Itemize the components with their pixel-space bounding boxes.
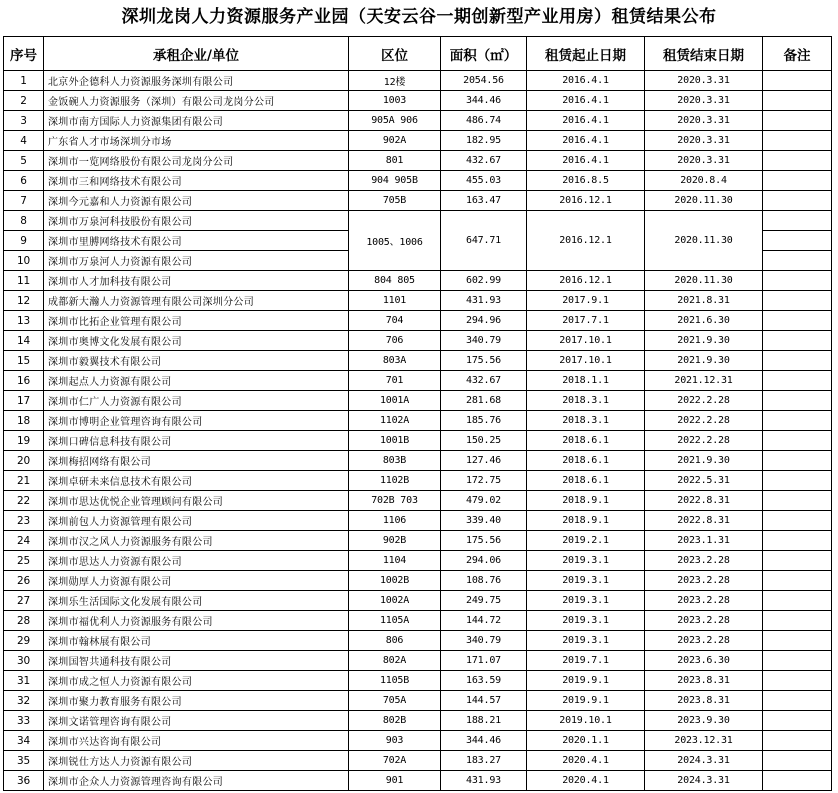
- cell-location: 903: [349, 731, 441, 751]
- cell-start-date: 2016.4.1: [527, 71, 645, 91]
- cell-remark: [763, 271, 832, 291]
- cell-tenant: 深圳市聚力教育服务有限公司: [44, 691, 349, 711]
- cell-seq: 19: [4, 431, 44, 451]
- cell-area: 188.21: [441, 711, 527, 731]
- cell-area: 108.76: [441, 571, 527, 591]
- cell-seq: 36: [4, 771, 44, 791]
- cell-tenant: 深圳市南方国际人力资源集团有限公司: [44, 111, 349, 131]
- cell-location: 804 805: [349, 271, 441, 291]
- cell-tenant: 深圳市思达优悦企业管理顾问有限公司: [44, 491, 349, 511]
- table-row: [4, 491, 832, 511]
- cell-tenant: 深圳市一览网络股份有限公司龙岗分公司: [44, 151, 349, 171]
- cell-start-date: 2017.7.1: [527, 311, 645, 331]
- cell-end-date: 2023.2.28: [645, 551, 763, 571]
- cell-seq: 4: [4, 131, 44, 151]
- cell-seq: 9: [4, 231, 44, 251]
- cell-remark: [763, 71, 832, 91]
- cell-area: 340.79: [441, 631, 527, 651]
- cell-location: 802B: [349, 711, 441, 731]
- cell-remark: [763, 571, 832, 591]
- cell-seq: 3: [4, 111, 44, 131]
- cell-start-date: 2016.4.1: [527, 91, 645, 111]
- cell-area: 185.76: [441, 411, 527, 431]
- cell-start-date: 2018.9.1: [527, 491, 645, 511]
- cell-location: 702B 703: [349, 491, 441, 511]
- cell-location: 1104: [349, 551, 441, 571]
- cell-location: 12楼: [349, 71, 441, 91]
- cell-tenant: 深圳市奥博文化发展有限公司: [44, 331, 349, 351]
- cell-remark: [763, 311, 832, 331]
- cell-start-date: 2018.6.1: [527, 471, 645, 491]
- cell-remark: [763, 491, 832, 511]
- cell-location: 701: [349, 371, 441, 391]
- cell-seq: 12: [4, 291, 44, 311]
- table-row: [4, 531, 832, 551]
- cell-end-date: 2020.3.31: [645, 131, 763, 151]
- cell-start-date: 2016.4.1: [527, 151, 645, 171]
- cell-start-date: 2020.4.1: [527, 751, 645, 771]
- cell-area: 431.93: [441, 771, 527, 791]
- cell-start-date: 2016.8.5: [527, 171, 645, 191]
- cell-end-date: 2022.2.28: [645, 411, 763, 431]
- cell-tenant: 深圳市仁广人力资源有限公司: [44, 391, 349, 411]
- cell-end-date: 2022.8.31: [645, 491, 763, 511]
- table-row: [4, 691, 832, 711]
- cell-seq: 35: [4, 751, 44, 771]
- cell-location: 902B: [349, 531, 441, 551]
- cell-start-date: 2019.3.1: [527, 631, 645, 651]
- cell-end-date: 2020.11.30: [645, 271, 763, 291]
- cell-remark: [763, 211, 832, 231]
- cell-location: 1105B: [349, 671, 441, 691]
- cell-location: 904 905B: [349, 171, 441, 191]
- cell-seq: 26: [4, 571, 44, 591]
- cell-start-date: 2019.9.1: [527, 671, 645, 691]
- cell-location: 1001B: [349, 431, 441, 451]
- cell-end-date: 2020.3.31: [645, 111, 763, 131]
- cell-area: 249.75: [441, 591, 527, 611]
- cell-start-date: 2020.4.1: [527, 771, 645, 791]
- header-end-date: 租赁结束日期: [645, 37, 763, 71]
- header-location: 区位: [349, 37, 441, 71]
- table-row: [4, 171, 832, 191]
- cell-seq: 1: [4, 71, 44, 91]
- cell-location: 1002B: [349, 571, 441, 591]
- cell-start-date: 2019.3.1: [527, 551, 645, 571]
- cell-remark: [763, 251, 832, 271]
- cell-seq: 24: [4, 531, 44, 551]
- cell-remark: [763, 331, 832, 351]
- cell-area: 455.03: [441, 171, 527, 191]
- header-remark: 备注: [763, 37, 832, 71]
- cell-seq: 17: [4, 391, 44, 411]
- cell-remark: [763, 231, 832, 251]
- cell-area: 281.68: [441, 391, 527, 411]
- cell-remark: [763, 711, 832, 731]
- table-row: [4, 551, 832, 571]
- cell-end-date: 2021.9.30: [645, 351, 763, 371]
- cell-remark: [763, 171, 832, 191]
- table-row: [4, 331, 832, 351]
- cell-start-date: 2017.10.1: [527, 331, 645, 351]
- cell-location: 1102B: [349, 471, 441, 491]
- cell-tenant: 深圳起点人力资源有限公司: [44, 371, 349, 391]
- cell-tenant: 深圳市福优利人力资源服务有限公司: [44, 611, 349, 631]
- cell-tenant: 深圳市兴达咨询有限公司: [44, 731, 349, 751]
- cell-seq: 11: [4, 271, 44, 291]
- cell-location: 1102A: [349, 411, 441, 431]
- cell-start-date: 2018.3.1: [527, 391, 645, 411]
- cell-tenant: 深圳市里膊网络技术有限公司: [44, 231, 349, 251]
- cell-tenant: 深圳卓研未来信息技术有限公司: [44, 471, 349, 491]
- cell-tenant: 成都新大瀚人力资源管理有限公司深圳分公司: [44, 291, 349, 311]
- cell-start-date: 2016.12.1: [527, 211, 645, 271]
- cell-seq: 18: [4, 411, 44, 431]
- cell-location: 902A: [349, 131, 441, 151]
- cell-end-date: 2021.9.30: [645, 451, 763, 471]
- cell-seq: 21: [4, 471, 44, 491]
- cell-seq: 25: [4, 551, 44, 571]
- table-row: [4, 131, 832, 151]
- cell-area: 172.75: [441, 471, 527, 491]
- cell-area: 144.57: [441, 691, 527, 711]
- cell-seq: 30: [4, 651, 44, 671]
- cell-remark: [763, 611, 832, 631]
- cell-location: 801: [349, 151, 441, 171]
- header-tenant: 承租企业/单位: [44, 37, 349, 71]
- cell-location: 806: [349, 631, 441, 651]
- cell-end-date: 2022.8.31: [645, 511, 763, 531]
- cell-area: 163.47: [441, 191, 527, 211]
- cell-area: 602.99: [441, 271, 527, 291]
- cell-area: 294.96: [441, 311, 527, 331]
- cell-remark: [763, 111, 832, 131]
- cell-location: 803A: [349, 351, 441, 371]
- cell-location: 1005、1006: [349, 211, 441, 271]
- cell-seq: 32: [4, 691, 44, 711]
- cell-location: 1001A: [349, 391, 441, 411]
- cell-remark: [763, 411, 832, 431]
- table-row: [4, 731, 832, 751]
- cell-location: 802A: [349, 651, 441, 671]
- cell-end-date: 2023.2.28: [645, 631, 763, 651]
- table-row: [4, 151, 832, 171]
- cell-area: 344.46: [441, 91, 527, 111]
- cell-start-date: 2016.4.1: [527, 131, 645, 151]
- cell-area: 339.40: [441, 511, 527, 531]
- cell-location: 704: [349, 311, 441, 331]
- cell-end-date: 2020.3.31: [645, 91, 763, 111]
- cell-remark: [763, 651, 832, 671]
- cell-seq: 23: [4, 511, 44, 531]
- cell-start-date: 2018.3.1: [527, 411, 645, 431]
- cell-start-date: 2019.2.1: [527, 531, 645, 551]
- cell-tenant: 深圳市汉之风人力资源服务有限公司: [44, 531, 349, 551]
- cell-end-date: 2020.3.31: [645, 71, 763, 91]
- cell-end-date: 2020.3.31: [645, 151, 763, 171]
- table-row: [4, 611, 832, 631]
- cell-start-date: 2016.12.1: [527, 271, 645, 291]
- table-row: [4, 751, 832, 771]
- cell-remark: [763, 751, 832, 771]
- cell-end-date: 2023.2.28: [645, 611, 763, 631]
- cell-end-date: 2021.6.30: [645, 311, 763, 331]
- cell-location: 1101: [349, 291, 441, 311]
- cell-start-date: 2019.9.1: [527, 691, 645, 711]
- cell-remark: [763, 151, 832, 171]
- table-row: [4, 271, 832, 291]
- cell-tenant: 深圳文诺管理咨询有限公司: [44, 711, 349, 731]
- cell-tenant: 金饭碗人力资源服务（深圳）有限公司龙岗分公司: [44, 91, 349, 111]
- cell-location: 901: [349, 771, 441, 791]
- cell-remark: [763, 511, 832, 531]
- table-header-row: [4, 37, 832, 71]
- cell-seq: 29: [4, 631, 44, 651]
- cell-seq: 31: [4, 671, 44, 691]
- table-row: [4, 631, 832, 651]
- cell-seq: 2: [4, 91, 44, 111]
- page-title: 深圳龙岗人力资源服务产业园（天安云谷一期创新型产业用房）租赁结果公布: [121, 7, 717, 27]
- cell-tenant: 深圳梅招网络有限公司: [44, 451, 349, 471]
- cell-location: 706: [349, 331, 441, 351]
- cell-remark: [763, 291, 832, 311]
- cell-location: 1003: [349, 91, 441, 111]
- cell-area: 127.46: [441, 451, 527, 471]
- table-row: [4, 571, 832, 591]
- cell-area: 431.93: [441, 291, 527, 311]
- cell-location: 905A 906: [349, 111, 441, 131]
- cell-seq: 5: [4, 151, 44, 171]
- cell-location: 1105A: [349, 611, 441, 631]
- cell-area: 344.46: [441, 731, 527, 751]
- cell-tenant: 北京外企德科人力资源服务深圳有限公司: [44, 71, 349, 91]
- cell-area: 144.72: [441, 611, 527, 631]
- cell-area: 432.67: [441, 371, 527, 391]
- table-row: [4, 591, 832, 611]
- cell-seq: 15: [4, 351, 44, 371]
- cell-end-date: 2020.11.30: [645, 211, 763, 271]
- cell-tenant: 深圳锐仕方达人力资源有限公司: [44, 751, 349, 771]
- cell-seq: 14: [4, 331, 44, 351]
- cell-area: 171.07: [441, 651, 527, 671]
- cell-remark: [763, 431, 832, 451]
- table-row: [4, 411, 832, 431]
- cell-seq: 28: [4, 611, 44, 631]
- cell-seq: 27: [4, 591, 44, 611]
- cell-remark: [763, 131, 832, 151]
- cell-seq: 16: [4, 371, 44, 391]
- cell-location: 702A: [349, 751, 441, 771]
- cell-tenant: 深圳口碑信息科技有限公司: [44, 431, 349, 451]
- cell-end-date: 2021.12.31: [645, 371, 763, 391]
- cell-tenant: 深圳市思达人力资源有限公司: [44, 551, 349, 571]
- table-row: [4, 651, 832, 671]
- table-row: [4, 431, 832, 451]
- cell-tenant: 深圳今元嘉和人力资源有限公司: [44, 191, 349, 211]
- cell-area: 486.74: [441, 111, 527, 131]
- cell-tenant: 深圳市翰林展有限公司: [44, 631, 349, 651]
- cell-tenant: 深圳前包人力资源管理有限公司: [44, 511, 349, 531]
- cell-end-date: 2023.1.31: [645, 531, 763, 551]
- cell-area: 182.95: [441, 131, 527, 151]
- cell-start-date: 2019.10.1: [527, 711, 645, 731]
- table-row: [4, 391, 832, 411]
- header-area: 面积（㎡）: [441, 37, 527, 71]
- cell-tenant: 深圳市博明企业管理咨询有限公司: [44, 411, 349, 431]
- cell-remark: [763, 391, 832, 411]
- cell-remark: [763, 631, 832, 651]
- table-row: [4, 291, 832, 311]
- cell-seq: 20: [4, 451, 44, 471]
- cell-area: 150.25: [441, 431, 527, 451]
- lease-results-table: [3, 36, 832, 791]
- table-row: [4, 211, 832, 231]
- cell-seq: 33: [4, 711, 44, 731]
- cell-location: 803B: [349, 451, 441, 471]
- cell-end-date: 2020.8.4: [645, 171, 763, 191]
- cell-tenant: 深圳乐生活国际文化发展有限公司: [44, 591, 349, 611]
- table-row: [4, 471, 832, 491]
- cell-tenant: 深圳市比拓企业管理有限公司: [44, 311, 349, 331]
- cell-start-date: 2020.1.1: [527, 731, 645, 751]
- cell-remark: [763, 551, 832, 571]
- table-row: [4, 351, 832, 371]
- cell-start-date: 2017.10.1: [527, 351, 645, 371]
- table-row: [4, 71, 832, 91]
- cell-remark: [763, 691, 832, 711]
- cell-remark: [763, 731, 832, 751]
- cell-tenant: 深圳勋厚人力资源有限公司: [44, 571, 349, 591]
- cell-seq: 6: [4, 171, 44, 191]
- cell-end-date: 2023.9.30: [645, 711, 763, 731]
- cell-location: 705B: [349, 191, 441, 211]
- cell-remark: [763, 351, 832, 371]
- cell-end-date: 2023.8.31: [645, 671, 763, 691]
- cell-area: 163.59: [441, 671, 527, 691]
- cell-start-date: 2019.3.1: [527, 591, 645, 611]
- cell-end-date: 2022.2.28: [645, 431, 763, 451]
- cell-start-date: 2019.7.1: [527, 651, 645, 671]
- cell-tenant: 深圳市人才加科技有限公司: [44, 271, 349, 291]
- cell-area: 647.71: [441, 211, 527, 271]
- cell-end-date: 2023.6.30: [645, 651, 763, 671]
- cell-end-date: 2021.8.31: [645, 291, 763, 311]
- cell-area: 294.06: [441, 551, 527, 571]
- cell-start-date: 2017.9.1: [527, 291, 645, 311]
- cell-end-date: 2024.3.31: [645, 751, 763, 771]
- cell-remark: [763, 371, 832, 391]
- cell-seq: 8: [4, 211, 44, 231]
- table-row: [4, 711, 832, 731]
- cell-area: 479.02: [441, 491, 527, 511]
- table-row: [4, 511, 832, 531]
- cell-end-date: 2023.8.31: [645, 691, 763, 711]
- cell-end-date: 2023.2.28: [645, 571, 763, 591]
- header-start-date: 租赁起止日期: [527, 37, 645, 71]
- cell-remark: [763, 531, 832, 551]
- cell-tenant: 深圳市万泉河人力资源有限公司: [44, 251, 349, 271]
- cell-start-date: 2016.4.1: [527, 111, 645, 131]
- cell-end-date: 2023.12.31: [645, 731, 763, 751]
- cell-start-date: 2016.12.1: [527, 191, 645, 211]
- cell-area: 183.27: [441, 751, 527, 771]
- cell-tenant: 深圳市成之恒人力资源有限公司: [44, 671, 349, 691]
- cell-seq: 10: [4, 251, 44, 271]
- cell-area: 340.79: [441, 331, 527, 351]
- cell-tenant: 深圳市企众人力资源管理咨询有限公司: [44, 771, 349, 791]
- cell-remark: [763, 91, 832, 111]
- cell-end-date: 2022.5.31: [645, 471, 763, 491]
- table-row: [4, 371, 832, 391]
- cell-remark: [763, 771, 832, 791]
- cell-area: 175.56: [441, 531, 527, 551]
- cell-remark: [763, 471, 832, 491]
- cell-start-date: 2018.6.1: [527, 451, 645, 471]
- cell-area: 2054.56: [441, 71, 527, 91]
- cell-location: 705A: [349, 691, 441, 711]
- cell-remark: [763, 591, 832, 611]
- table-row: [4, 111, 832, 131]
- cell-seq: 22: [4, 491, 44, 511]
- cell-remark: [763, 191, 832, 211]
- table-row: [4, 311, 832, 331]
- table-row: [4, 671, 832, 691]
- cell-start-date: 2018.6.1: [527, 431, 645, 451]
- cell-location: 1106: [349, 511, 441, 531]
- cell-remark: [763, 671, 832, 691]
- cell-seq: 13: [4, 311, 44, 331]
- cell-tenant: 广东省人才市场深圳分市场: [44, 131, 349, 151]
- cell-tenant: 深圳市毅翼技术有限公司: [44, 351, 349, 371]
- table-row: [4, 771, 832, 791]
- cell-end-date: 2022.2.28: [645, 391, 763, 411]
- cell-seq: 7: [4, 191, 44, 211]
- cell-location: 1002A: [349, 591, 441, 611]
- cell-start-date: 2018.9.1: [527, 511, 645, 531]
- cell-start-date: 2018.1.1: [527, 371, 645, 391]
- cell-area: 175.56: [441, 351, 527, 371]
- cell-seq: 34: [4, 731, 44, 751]
- cell-remark: [763, 451, 832, 471]
- table-row: [4, 91, 832, 111]
- cell-start-date: 2019.3.1: [527, 611, 645, 631]
- cell-start-date: 2019.3.1: [527, 571, 645, 591]
- table-body: [4, 71, 832, 791]
- cell-tenant: 深圳国智共通科技有限公司: [44, 651, 349, 671]
- cell-end-date: 2020.11.30: [645, 191, 763, 211]
- table-row: [4, 451, 832, 471]
- cell-area: 432.67: [441, 151, 527, 171]
- cell-end-date: 2024.3.31: [645, 771, 763, 791]
- header-seq: 序号: [4, 37, 44, 71]
- cell-end-date: 2021.9.30: [645, 331, 763, 351]
- cell-end-date: 2023.2.28: [645, 591, 763, 611]
- cell-tenant: 深圳市万泉河科技股份有限公司: [44, 211, 349, 231]
- table-row: [4, 191, 832, 211]
- cell-tenant: 深圳市三和网络技术有限公司: [44, 171, 349, 191]
